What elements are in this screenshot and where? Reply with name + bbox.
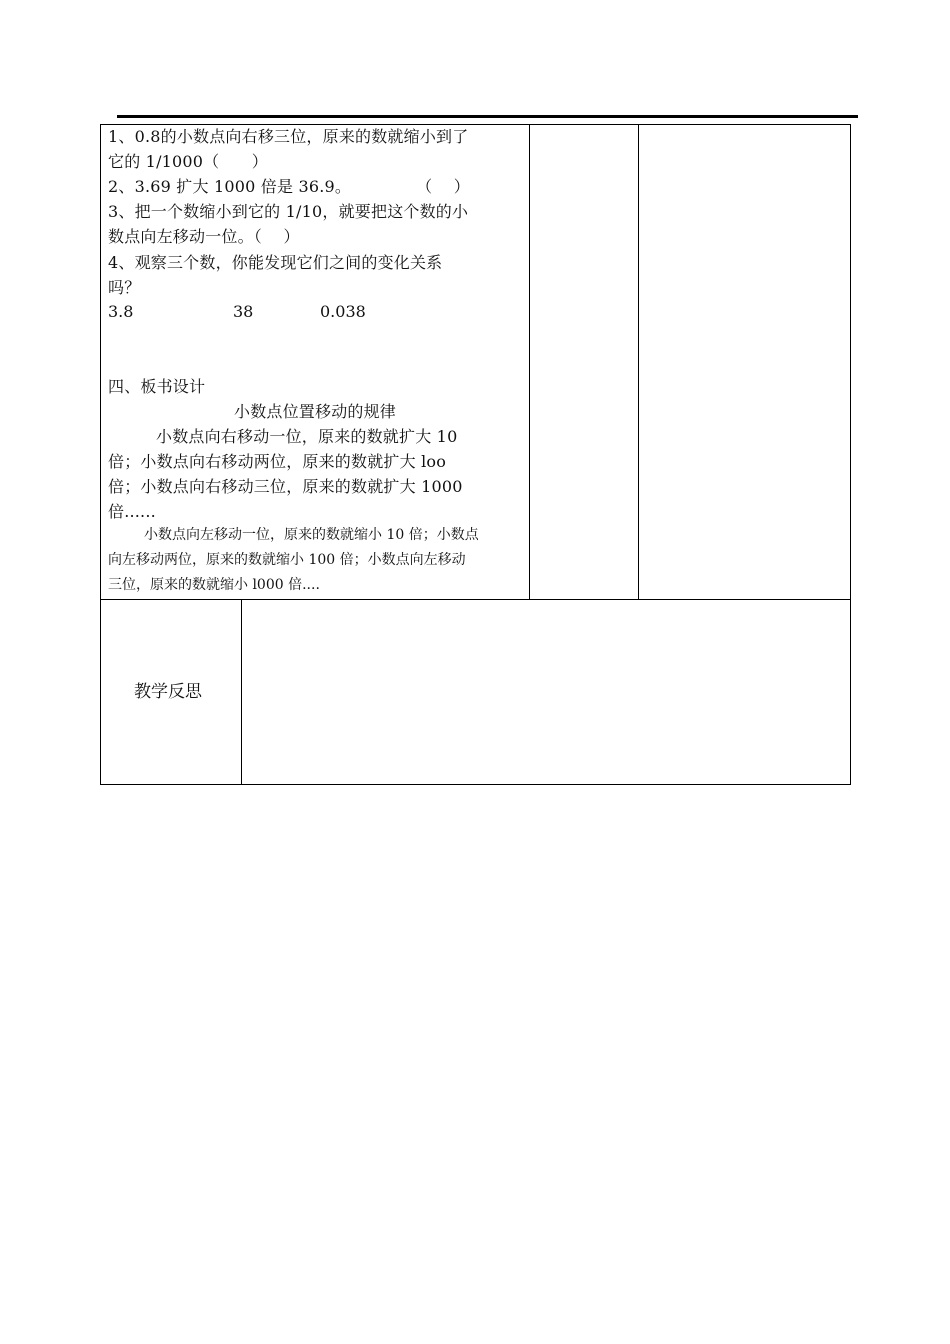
board-design-line-1: 小数点向右移动一位，原来的数就扩大 10 (156, 427, 458, 446)
board-design-title: 小数点位置移动的规律 (234, 402, 397, 421)
board-design-line-5: 小数点向左移动一位，原来的数就缩小 10 倍；小数点 (144, 527, 479, 543)
exercise-1-line-2: 它的 1/1000（ ） (108, 152, 268, 171)
exercise-3-line-2: 数点向左移动一位。（ ） (108, 227, 300, 246)
board-design-line-3: 倍；小数点向右移动三位，原来的数就扩大 1000 (108, 477, 463, 496)
column-divider-1 (529, 124, 530, 600)
exercise-3-line-1: 3、把一个数缩小到它的 1/10，就要把这个数的小 (108, 202, 469, 221)
exercise-4-line-1: 4、观察三个数，你能发现它们之间的变化关系 (108, 253, 443, 272)
number-2: 38 (233, 302, 254, 321)
exercise-4-line-2: 吗？ (108, 278, 141, 297)
header-rule (117, 115, 858, 118)
number-3: 0.038 (320, 302, 366, 321)
board-design-heading: 四、板书设计 (108, 377, 206, 396)
reflection-label: 教学反思 (134, 682, 202, 702)
board-design-line-4: 倍...... (108, 502, 156, 521)
reflection-content-cell (242, 600, 850, 784)
exercise-2: 2、3.69 扩大 1000 倍是 36.9。 （ ） (108, 177, 470, 196)
number-1: 3.8 (108, 302, 134, 321)
board-design-line-7: 三位，原来的数就缩小 l000 倍.... (108, 577, 320, 593)
column-divider-2 (638, 124, 639, 600)
board-design-line-2: 倍；小数点向右移动两位，原来的数就扩大 loo (108, 452, 447, 471)
exercise-1-line-1: 1、0.8的小数点向右移三位，原来的数就缩小到了 (108, 127, 469, 146)
board-design-line-6: 向左移动两位，原来的数就缩小 100 倍；小数点向左移动 (108, 552, 466, 568)
